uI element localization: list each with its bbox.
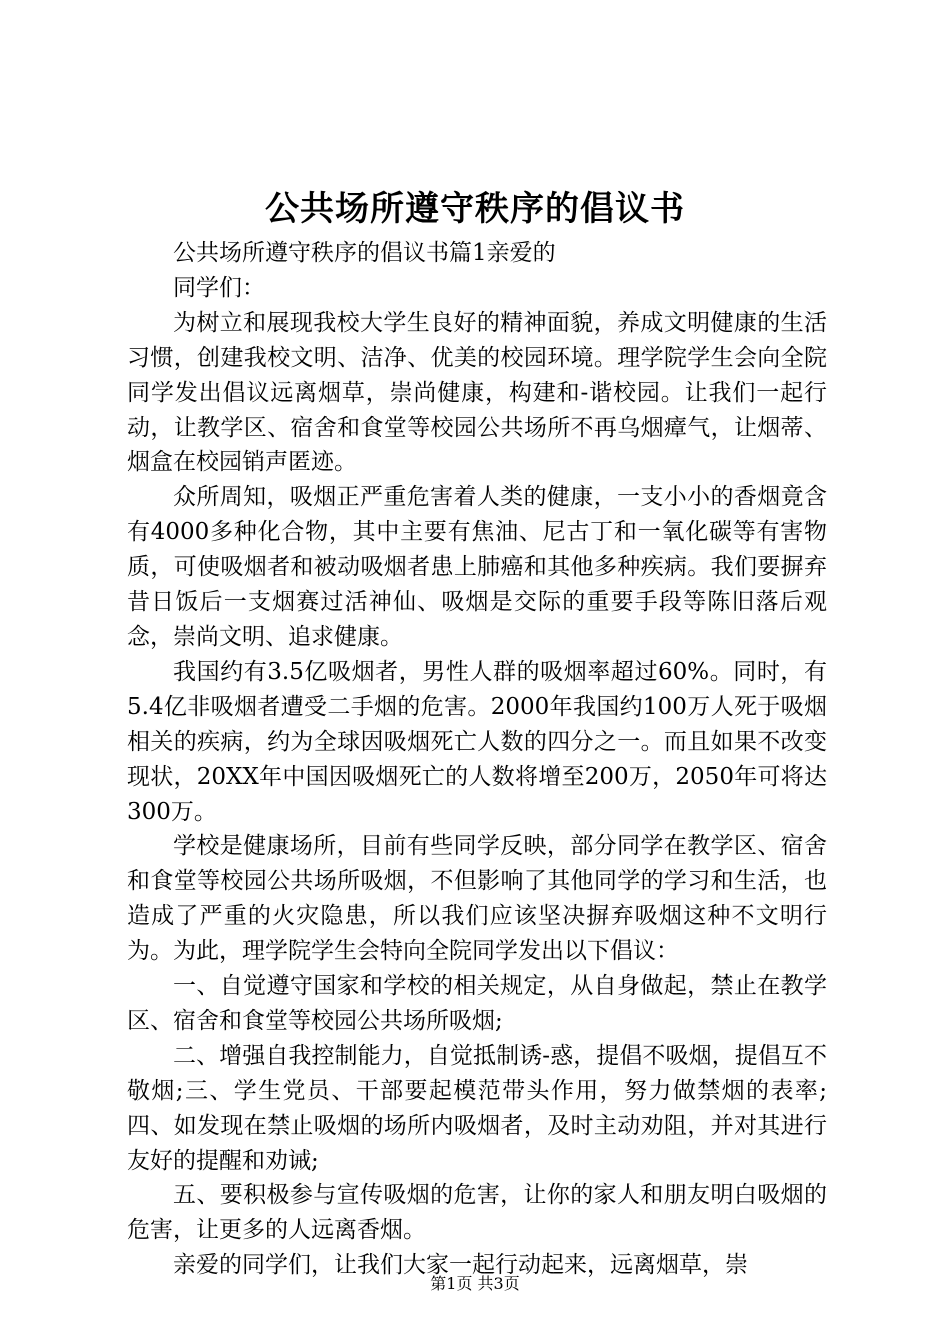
document-title: 公共场所遵守秩序的倡议书: [265, 189, 685, 229]
paragraph-8: 二、增强自我控制能力，自觉抵制诱-惑，提倡不吸烟，提倡互不敬烟;三、学生党员、干部要起模范带头作用，努力做禁烟的表率;四、如发现在禁止吸烟的场所内吸烟者，及时主动劝阻，并对其进行友好的提醒和劝诫;: [127, 1042, 827, 1174]
paragraph-2: 同学们：: [173, 274, 265, 301]
page-footer: 第1页 共3页: [430, 1274, 520, 1293]
paragraph-1: 公共场所遵守秩序的倡议书篇1亲爱的: [173, 240, 556, 266]
paragraph-6: 学校是健康场所，目前有些同学反映，部分同学在教学区、宿舍和食堂等校园公共场所吸烟，不但影响了其他同学的学习和生活，也造成了严重的火灾隐患，所以我们应该坚决摒弃吸烟这种不文明行为。为此，理学院学生会特向全院同学发出以下倡议：: [127, 833, 827, 965]
paragraph-9: 五、要积极参与宣传吸烟的危害，让你的家人和朋友明白吸烟的危害，让更多的人远离香烟。: [127, 1182, 827, 1244]
document-body: [127, 236, 827, 1283]
paragraph-7: 一、自觉遵守国家和学校的相关规定，从自身做起，禁止在教学区、宿舍和食堂等校园公共场所吸烟;: [127, 973, 827, 1034]
paragraph-3: 为树立和展现我校大学生良好的精神面貌，养成文明健康的生活习惯，创建我校文明、洁净、优美的校园环境。理学院学生会向全院同学发出倡议远离烟草，崇尚健康，构建和-谐校园。让我们一起行动，让教学区、宿舍和食堂等校园公共场所不再乌烟瘴气，让烟蒂、烟盒在校园销声匿迹。: [127, 309, 827, 476]
paragraph-10: 亲爱的同学们，让我们大家一起行动起来，远离烟草，崇: [173, 1252, 748, 1279]
paragraph-4: 众所周知，吸烟正严重危害着人类的健康，一支小小的香烟竟含有4000多种化合物，其中主要有焦油、尼古丁和一氧化碳等有害物质，可使吸烟者和被动吸烟者患上肺癌和其他多种疾病。我们要摒弃昔日饭后一支烟赛过活神仙、吸烟是交际的重要手段等陈旧落后观念，崇尚文明、追求健康。: [127, 484, 827, 650]
paragraph-5: 我国约有3.5亿吸烟者，男性人群的吸烟率超过60%。同时，有5.4亿非吸烟者遭受二手烟的危害。2000年我国约100万人死于吸烟相关的疾病，约为全球因吸烟死亡人数的四分之一。而且如果不改变现状，20XX年中国因吸烟死亡的人数将增至200万，2050年可将达300万。: [127, 658, 827, 825]
